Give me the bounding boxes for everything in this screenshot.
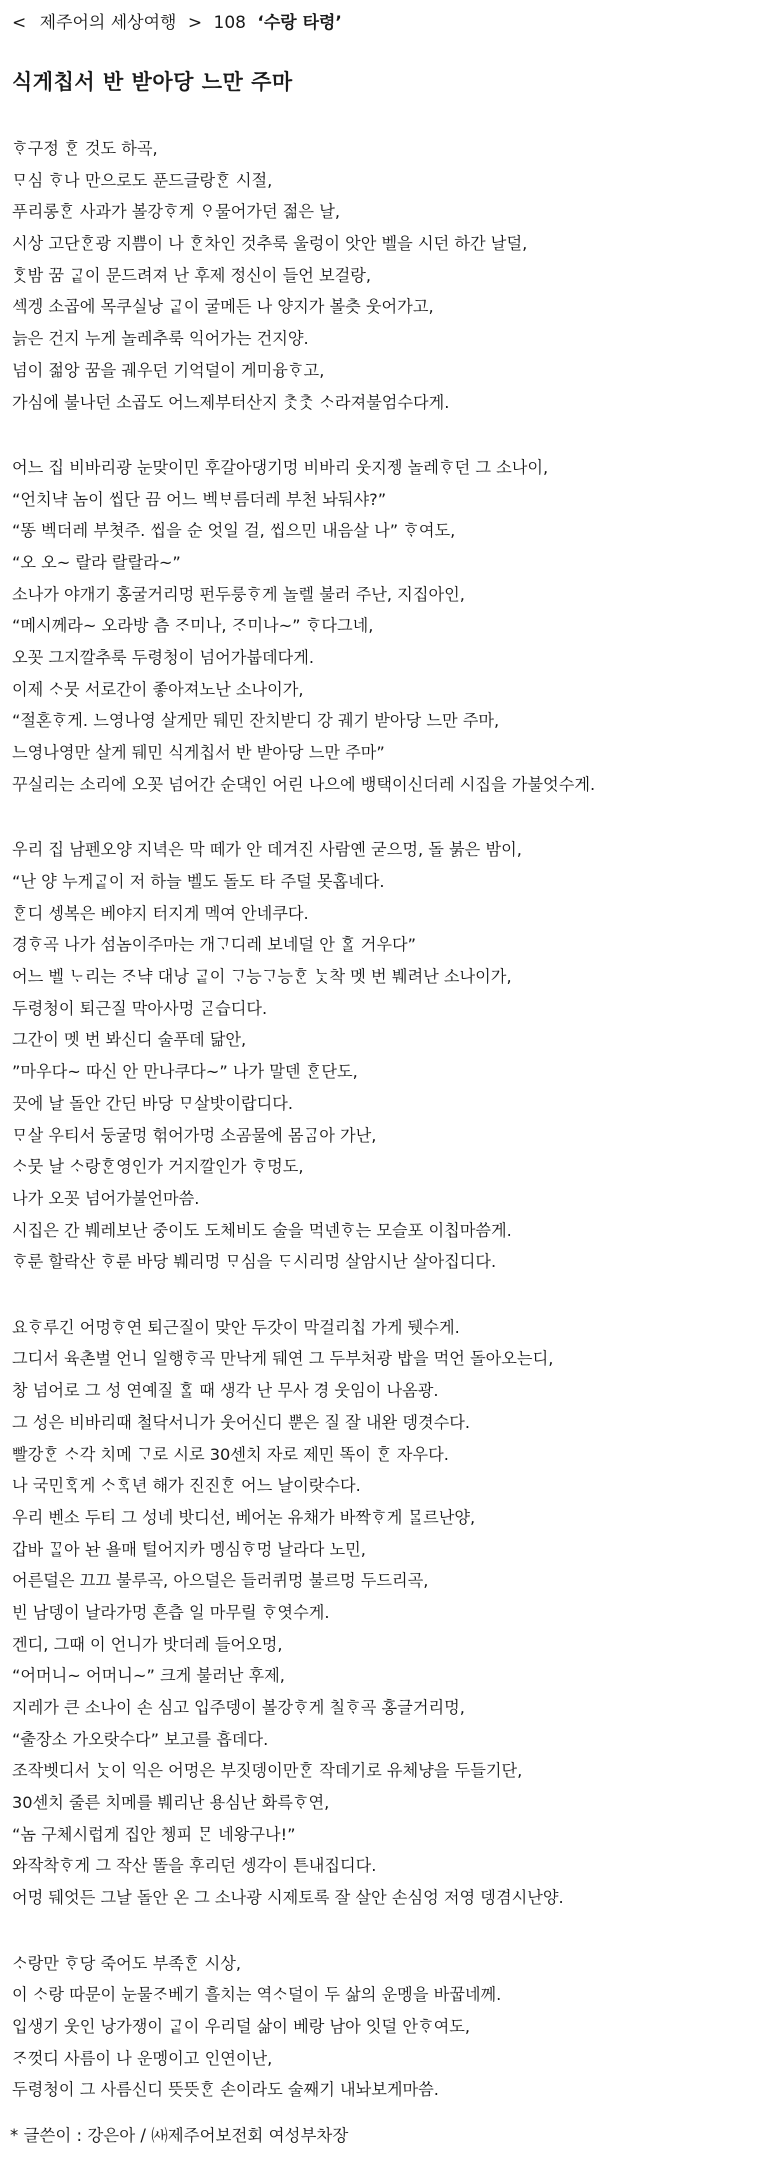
poem-line: ᄉᆞ뭇 날 ᄉᆞ랑ᄒᆞᆫ영인가 거지깔인가 ᄒᆞ멍도, xyxy=(12,1157,304,1177)
poem-line: 요ᄒᆞ루긴 어멍ᄒᆞ연 퇴근질이 맞안 두갓이 막걸리칩 가게 뒛수게. xyxy=(12,1317,460,1337)
poem-line: 그간이 멧 번 봐신디 술푸데 닮안, xyxy=(12,1030,247,1050)
poem-line: 늙은 건지 누게 놀레추룩 익어가는 건지양. xyxy=(12,329,309,349)
breadcrumb-separator: > xyxy=(187,13,203,33)
poem-line: 조작벳디서 ᄂᆞᆺ이 익은 어멍은 부짓뎅이만ᄒᆞᆫ 작데기로 유체냥을 두들기단, xyxy=(12,1761,523,1781)
poem-line: 우리 벤소 두티 그 성네 밧디선, 베어논 유채가 바짝ᄒᆞ게 ᄆᆞᆯ르난양, xyxy=(12,1507,476,1527)
poem-line: 갑바 ᄁᆞᆯ아 놘 욜매 털어지카 멩심ᄒᆞ멍 날라다 노민, xyxy=(12,1539,366,1559)
poem-line: ”마우다~ 따신 안 만나쿠다~” 나가 말덴 ᄒᆞᆫ단도, xyxy=(12,1062,358,1082)
poem-line: 넘이 젊앙 꿈을 궤우던 기억덜이 게미융ᄒᆞ고, xyxy=(12,360,325,380)
poem-line: ᄌᆞ껏디 사름이 나 운멩이고 인연이난, xyxy=(12,2048,273,2068)
poem-line: 창 넘어로 그 성 연예질 ᄒᆞᆯ 때 생각 난 무사 경 웃임이 나옴광. xyxy=(12,1381,439,1401)
poem-line: 어느 집 비바리광 눈맞이민 후갈아댕기멍 비바리 웃지젱 놀레ᄒᆞ던 그 소나이, xyxy=(12,457,549,477)
poem-line: 푸리롱ᄒᆞᆫ 사과가 볼강ᄒᆞ게 ᄋᆞ물어가던 젊은 날, xyxy=(12,202,340,222)
poem-line: ᄒᆞ룬 할락산 ᄒᆞ룬 바당 붸리멍 ᄆᆞ심을 ᄃᆞ시리멍 살암시난 살아집디다. xyxy=(12,1252,497,1272)
episode-number: 108 xyxy=(213,13,246,33)
poem-line: 어멍 뒈엇든 그날 돌안 온 그 소나광 시제토록 잘 살안 손심엉 저영 뎅겸시난양. xyxy=(12,1888,564,1908)
poem-line: “출장소 가오랏수다” 보고를 흡데다. xyxy=(12,1729,269,1749)
poem-line: 두령청이 퇴근질 막아사멍 ᄀᆞᆮ습디다. xyxy=(12,998,268,1018)
poem-line: 오꼿 그지깔추룩 두령청이 넘어가붑데다게. xyxy=(12,648,315,668)
stanza xyxy=(12,452,757,801)
poem-line: 어느 벨 ᄂᆞ리는 ᄌᆞ냑 대낭 ᄀᆞᇀ이 ᄀᆞ능ᄀᆞ능ᄒᆞᆫ ᄂᆞᆺ착 멧 번 붸려난 소나이가, xyxy=(12,967,512,987)
poem-line: 이제 ᄉᆞ뭇 서로간이 좋아져노난 소나이가, xyxy=(12,679,304,699)
poem-line: 지레가 큰 소나이 손 심고 입주뎅이 볼강ᄒᆞ게 칠ᄒᆞ곡 홍글거리멍, xyxy=(12,1698,465,1718)
poem-line: ᄒᆞ구정 ᄒᆞᆫ 것도 하곡, xyxy=(12,139,158,158)
poem-line: 가심에 불나던 소곱도 어느제부터산지 ᄎᆞᆺᄎᆞᆺ ᄉᆞ라져불엄수다게. xyxy=(12,392,450,412)
stanza xyxy=(12,1948,757,2106)
poem-line: 시상 고단ᄒᆞᆫ광 지쁨이 나 ᄒᆞᆫ차인 것추룩 울렁이 앗안 벨을 시던 하간 날덜, xyxy=(12,234,528,254)
poem-line: 두령청이 그 사름신디 뜻뜻ᄒᆞᆫ 손이라도 술째기 내놔보게마씀. xyxy=(12,2080,439,2100)
poem-line: 나가 오꼿 넘어가불언마씀. xyxy=(12,1188,200,1208)
poem-line: “놈 구체시럽게 집안 쳉피 ᄆᆞᆫ 네왕구나!” xyxy=(12,1824,296,1844)
poem-line: 그 성은 비바리때 철닥서니가 웃어신디 뿐은 질 잘 내완 뎅겻수다. xyxy=(12,1412,471,1432)
poem-line: “메시께라~ 오라방 츰 ᄌᆞ미나, ᄌᆞ미나~” ᄒᆞ다그네, xyxy=(12,616,374,636)
poem-line: “절혼ᄒᆞ게. 느영나영 살게만 뒈민 잔치받디 강 궤기 받아당 느만 주마, xyxy=(12,711,500,731)
poem-line: 입생기 웃인 낭가쟁이 ᄀᆞᇀ이 우리덜 삶이 베랑 남아 잇덜 안ᄒᆞ여도, xyxy=(12,2017,471,2036)
poem-line: 소나가 야개기 홍굴거리멍 펀두룽ᄒᆞ게 놀렐 불러 주난, 지집아인, xyxy=(12,584,465,604)
poem-line: 빈 남뎅이 날라가멍 흔츱 일 마무릴 ᄒᆞ엿수게. xyxy=(12,1602,330,1622)
poem-line: ᄆᆞ심 ᄒᆞ나 만으로도 푼드글랑ᄒᆞᆫ 시절, xyxy=(12,170,273,190)
poem-line: “난 양 누게ᄀᆞᇀ이 저 하늘 벨도 돌도 타 주덜 못홉네다. xyxy=(12,872,385,892)
poem-line: ᄒᆞᆫ디 셍복은 베야지 터지게 멕여 안네쿠다. xyxy=(12,903,309,923)
poem-line: “언치냑 놈이 씹단 끔 어느 벡ᄇᆞ름더레 부천 놔둬샤?” xyxy=(12,489,387,509)
poem-line: “어머니~ 어머니~” 크게 불러난 후제, xyxy=(12,1666,285,1686)
back-icon[interactable]: < xyxy=(12,13,27,33)
poem-line: ᄉᆞ랑만 ᄒᆞ당 죽어도 부족ᄒᆞᆫ 시상, xyxy=(12,1953,242,1973)
poem-line: 겐디, 그때 이 언니가 밧더레 들어오멍, xyxy=(12,1634,283,1654)
poem-line: 어른덜은 끄끄 불루곡, 아으덜은 들러퀴멍 불르멍 두드리곡, xyxy=(12,1571,429,1591)
poem-line: 끗에 날 돌안 간딘 바당 ᄆᆞ살밧이랍디다. xyxy=(12,1093,294,1113)
stanza xyxy=(12,1312,757,1914)
poem-line: “오 오~ 랄라 랄랄라~” xyxy=(12,553,181,573)
poem-line: 꾸실리는 소리에 오꼿 넘어간 순댁인 어린 나으에 뱅택이신더레 시집을 가불엇수게. xyxy=(12,774,596,794)
breadcrumb xyxy=(12,6,342,40)
poem-line: 그디서 육촌벌 언니 일행ᄒᆞ곡 만낙게 뒈연 그 두부처광 밥을 먹언 돌아오는디, xyxy=(12,1349,554,1369)
article-body xyxy=(12,133,757,2140)
poem-line: ᄆᆞ살 우티서 둥굴멍 헊어가멍 소곰물에 몸ᄀᆞᆷ아 가난, xyxy=(12,1125,377,1145)
series-link[interactable]: 제주어의 세상여행 xyxy=(39,13,177,33)
poem-line: 경ᄒᆞ곡 나가 섬놈이주마는 개ᄀᆞ디레 보네덜 안 ᄒᆞᆯ 거우다” xyxy=(12,935,417,955)
poem-line: 나 국민ᄒᆞᆨ게 ᄉᆞᄒᆞᆨ년 해가 진진ᄒᆞᆫ 어느 날이랏수다. xyxy=(12,1476,361,1496)
author-byline: * 글쓴이 : 강은아 / ㈔제주어보전회 여성부차장 xyxy=(10,2126,349,2145)
stanza xyxy=(12,834,757,1278)
poem-line: ᄒᆞᆺ밤 꿈 ᄀᆞᇀ이 문드려져 난 후제 정신이 들언 보걸랑, xyxy=(12,265,372,285)
stanza xyxy=(12,133,757,418)
poem-line: 시집은 간 붸레보난 중이도 도체비도 술을 먹넨ᄒᆞ는 모슬포 이칩마씀게. xyxy=(12,1220,512,1240)
poem-line: “똥 벡더레 부쳣주. 씹을 순 엇일 걸, 씹으민 내음살 나” ᄒᆞ여도, xyxy=(12,521,456,541)
poem-line: 느영나영만 살게 뒈민 식게칩서 반 받아당 느만 주마” xyxy=(12,743,385,763)
poem-line: 우리 집 남펜오양 지녁은 막 떼가 안 데겨진 사람옌 굳으멍, 돌 붉은 밤이, xyxy=(12,840,522,860)
article-heading: 식게칩서 반 받아당 느만 주마 xyxy=(12,70,293,94)
poem-line: 30센치 줄른 치메를 붸리난 용심난 화륵ᄒᆞ연, xyxy=(12,1793,330,1813)
episode-title: ‘수랑 타령’ xyxy=(257,13,342,33)
poem-line: 이 ᄉᆞ랑 따문이 눈물ᄌᆞ베기 흘치는 역ᄉᆞ덜이 두 삶의 운멩을 바꿉네께. xyxy=(12,1985,502,2005)
poem-line: 빨강ᄒᆞᆫ ᄉᆞ각 치메 ᄀᆞ로 시로 30센치 자로 제민 똑이 ᄒᆞᆫ 자우다. xyxy=(12,1444,449,1464)
poem-line: 와작착ᄒᆞ게 그 작산 똘을 후리던 셍각이 튼내집디다. xyxy=(12,1856,377,1876)
poem-line: 섹겡 소곱에 목쿠실낭 ᄀᆞᇀ이 굴메든 나 양지가 볼츳 웃어가고, xyxy=(12,297,434,317)
